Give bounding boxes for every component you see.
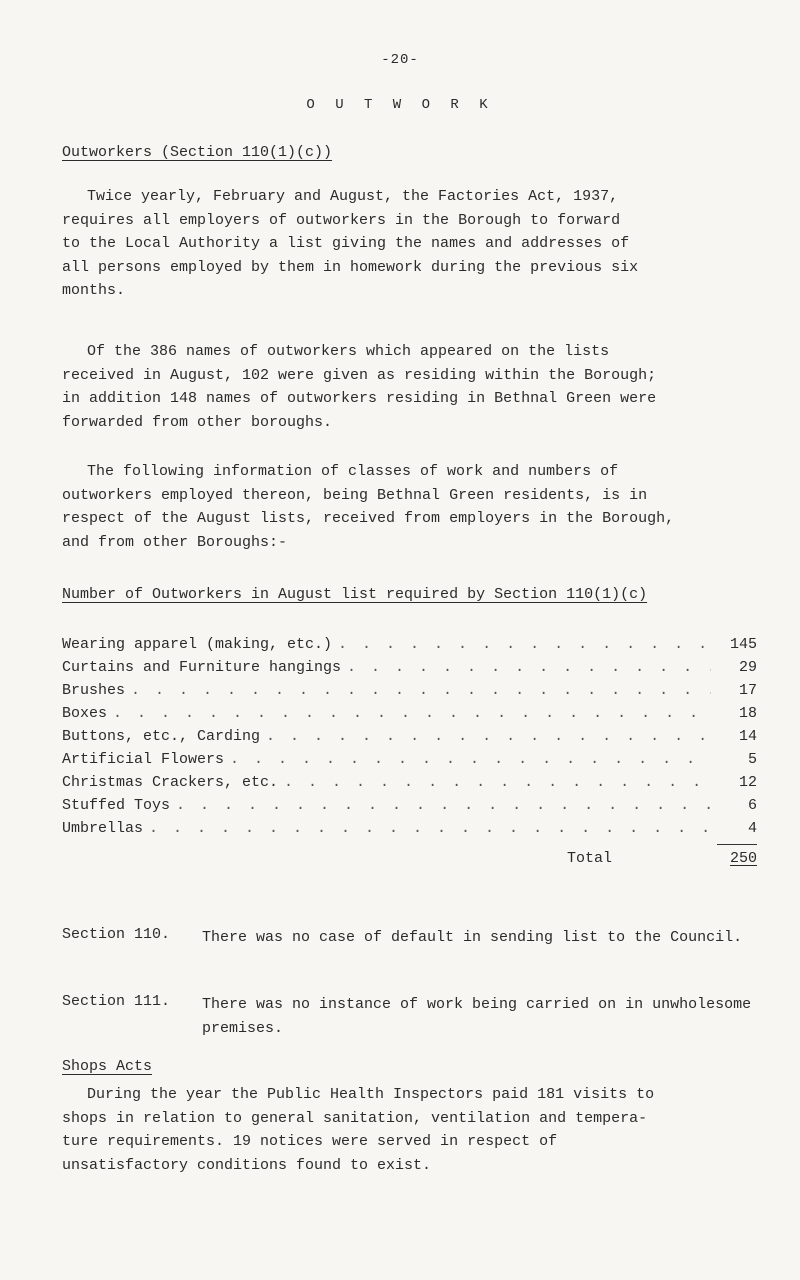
leader-dots [113, 705, 711, 722]
table-row [62, 636, 757, 657]
row-value: 12 [738, 774, 757, 791]
row-label: Wearing apparel (making, etc.) [62, 636, 333, 653]
outworkers-heading: Outworkers (Section 110(1)(c)) [62, 144, 333, 161]
row-label: Buttons, etc., Carding [62, 728, 261, 745]
row-label: Boxes [62, 705, 108, 722]
leader-dots [284, 774, 711, 791]
table-row [62, 659, 757, 680]
paragraph-intro: Twice yearly, February and August, the Factories Act, 1937, requires all employers of outworkers in the Borough to forward to the Local Authority a list giving the names and addresses of all persons employed by them in homework during the previous six months. [62, 188, 639, 299]
leader-dots [347, 659, 711, 676]
page-number: -20- [381, 52, 419, 68]
table-heading: Number of Outworkers in August list required by Section 110(1)(c) [62, 586, 648, 603]
row-value: 29 [738, 659, 757, 676]
table-row [62, 774, 757, 795]
paragraph-information: The following information of classes of work and numbers of outworkers employed thereon, being Bethnal Green residents, is in respect of the August lists, received from employers in the Borough, and from other Boroughs:- [62, 463, 675, 551]
row-value: 18 [738, 705, 757, 722]
row-value: 5 [747, 751, 757, 768]
leader-dots [266, 728, 711, 745]
table-row [62, 751, 757, 772]
leader-dots [230, 751, 711, 768]
row-value: 17 [738, 682, 757, 699]
table-row [62, 728, 757, 749]
paragraph-shops: During the year the Public Health Inspectors paid 181 visits to shops in relation to general sanitation, ventilation and tempera- ture requirements. 19 notices were served in respect of unsatisfactory conditions found to exist. [62, 1086, 655, 1174]
row-value: 14 [738, 728, 757, 745]
leader-dots [338, 636, 711, 653]
page-title: O U T W O R K [306, 97, 494, 113]
total-value: 250 [729, 850, 757, 867]
leader-dots [131, 682, 711, 699]
leader-dots [149, 820, 711, 837]
total-label: Total [567, 850, 613, 867]
total-rule [717, 844, 757, 845]
section-111-text: There was no instance of work being carried on in unwholesome premises. [202, 996, 752, 1037]
shops-heading: Shops Acts [62, 1058, 153, 1075]
row-label: Stuffed Toys [62, 797, 171, 814]
table-row [62, 797, 757, 818]
row-value: 145 [729, 636, 757, 653]
table-row [62, 682, 757, 703]
row-label: Brushes [62, 682, 126, 699]
section-110-label: Section 110. [62, 926, 171, 943]
section-110-text: There was no case of default in sending list to the Council. [202, 929, 743, 946]
section-111-label: Section 111. [62, 993, 171, 1010]
row-value: 4 [747, 820, 757, 837]
row-value: 6 [747, 797, 757, 814]
table-row [62, 705, 757, 726]
row-label: Artificial Flowers [62, 751, 225, 768]
row-label: Christmas Crackers, etc. [62, 774, 279, 791]
paragraph-names: Of the 386 names of outworkers which appeared on the lists received in August, 102 were given as residing within the Borough; in addition 148 names of outworkers residing in Bethnal Green were forwarded from other boroughs. [62, 343, 657, 431]
row-label: Umbrellas [62, 820, 144, 837]
table-row [62, 820, 757, 841]
leader-dots [176, 797, 711, 814]
row-label: Curtains and Furniture hangings [62, 659, 342, 676]
